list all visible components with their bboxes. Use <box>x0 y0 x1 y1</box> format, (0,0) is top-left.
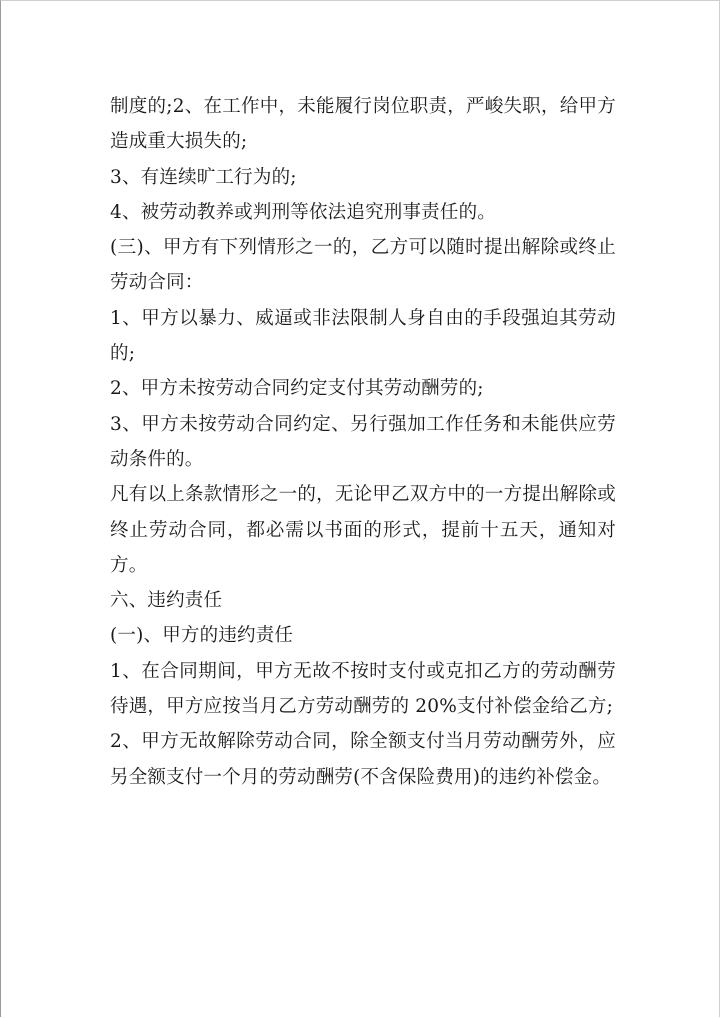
para-chapter-6-heading: 六、违约责任 <box>110 590 223 612</box>
para-section-3-heading: (三)、甲方有下列情形之一的，乙方可以随时提出解除或终止劳动合同： <box>110 237 616 294</box>
para-breach-item-1: 1、在合同期间，甲方无故不按时支付或克扣乙方的劳动酬劳待遇，甲方应按当月乙方劳动酬劳的 20%支付补偿金给乙方; <box>110 660 616 718</box>
para-notice-rule: 凡有以上条款情形之一的，无论甲乙双方中的一方提出解除或终止劳动合同，都必需以书面的形式，提前十五天，通知对方。 <box>110 484 616 576</box>
para-breach-item-2: 2、甲方无故解除劳动合同，除全额支付当月劳动酬劳外，应另全额支付一个月的劳动酬劳(不含保险费用)的违约补偿金。 <box>110 731 616 788</box>
document-body <box>110 89 616 795</box>
para-clause-4: 4、被劳动教养或判刑等依法追究刑事责任的。 <box>110 201 496 223</box>
para-clause-3: 3、有连续旷工行为的; <box>110 166 297 188</box>
para-section-1-heading: (一)、甲方的违约责任 <box>110 625 294 647</box>
para-section-3-item-1: 1、甲方以暴力、威逼或非法限制人身自由的手段强迫其劳动的; <box>110 307 616 365</box>
para-section-3-item-2: 2、甲方未按劳动合同约定支付其劳动酬劳的; <box>110 378 484 400</box>
para-clause-2-cont: 制度的;2、在工作中，未能履行岗位职责，严峻失职，给甲方造成重大损失的; <box>110 96 616 153</box>
para-section-3-item-3: 3、甲方未按劳动合同约定、另行强加工作任务和未能供应劳动条件的。 <box>110 413 616 470</box>
